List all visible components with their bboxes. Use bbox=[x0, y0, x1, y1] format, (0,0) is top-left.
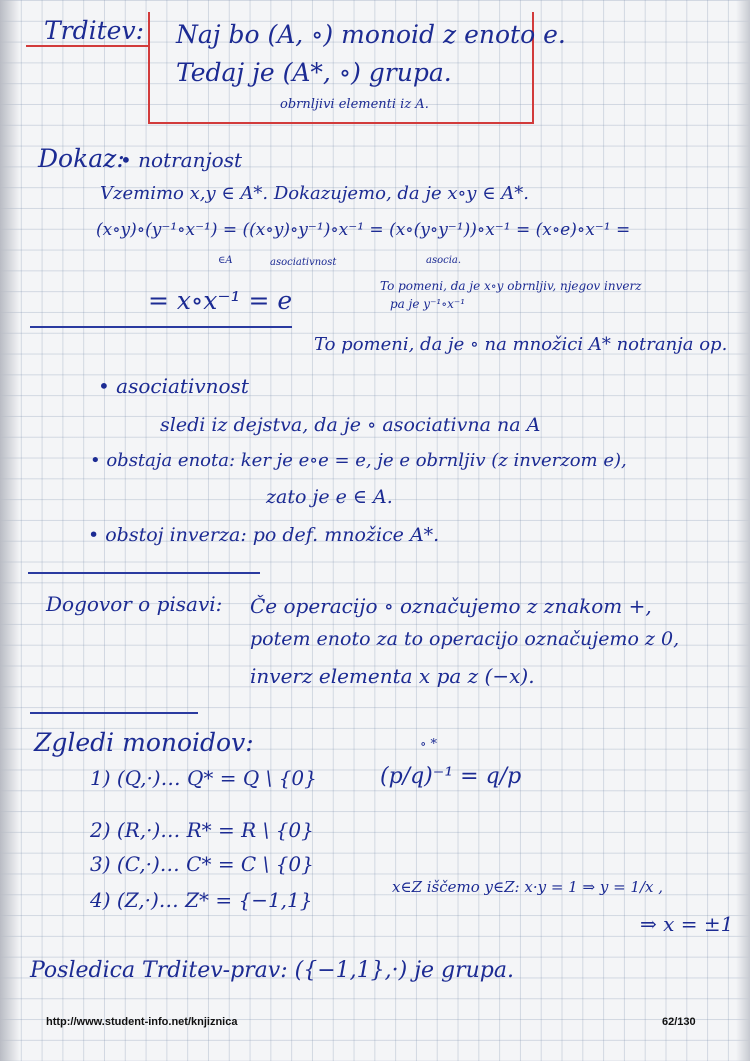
agreement-line-1: Če operacijo ∘ označujemo z znakom +, bbox=[250, 594, 652, 618]
consequence: Posledica Trditev-prav: ({−1,1},·) je grupa. bbox=[30, 958, 514, 983]
proof-equation: (x∘y)∘(y⁻¹∘x⁻¹) = ((x∘y)∘y⁻¹)∘x⁻¹ = (x∘(y∘y⁻¹))∘x⁻¹ = (x∘e)∘x⁻¹ = bbox=[96, 220, 631, 240]
bullet-interior: • notranjost bbox=[120, 148, 243, 172]
separator-2 bbox=[28, 572, 260, 574]
under-assoc-1: asociativnost bbox=[270, 257, 337, 268]
theorem-line-2: Tedaj je (A*, ∘) grupa. bbox=[176, 58, 452, 87]
examples-label: Zgledi monoidov: bbox=[34, 728, 254, 757]
proof-result: = x∘x⁻¹ = e bbox=[148, 286, 293, 315]
integers-note-1: x∈Z iščemo y∈Z: x·y = 1 ⇒ y = 1/x , bbox=[392, 878, 663, 896]
under-assoc-2: asocia. bbox=[426, 255, 462, 266]
proof-note-1: To pomeni, da je x∘y obrnljiv, njegov inverz bbox=[380, 279, 642, 293]
agreement-line-2: potem enoto za to operacijo označujemo z 0, bbox=[250, 628, 680, 650]
proof-label: Dokaz: bbox=[38, 144, 125, 173]
page-binding-shadow bbox=[0, 0, 20, 1061]
associativity-text: sledi iz dejstva, da je ∘ asociativna na A bbox=[160, 414, 541, 436]
bullet-inverse: • obstoj inverza: po def. množice A*. bbox=[88, 524, 440, 546]
example-2: 2) (R,·)… R* = R \ {0} bbox=[90, 818, 314, 842]
theorem-title: Trditev: bbox=[44, 16, 145, 45]
separator-1 bbox=[30, 326, 292, 328]
example-4: 4) (Z,·)… Z* = {−1,1} bbox=[90, 888, 313, 912]
bullet-identity: • obstaja enota: ker je e∘e = e, je e obrnljiv (z inverzom e), bbox=[90, 450, 627, 471]
fraction-note: ∘ * bbox=[420, 737, 438, 752]
page-number: 62/130 bbox=[662, 1016, 696, 1028]
proof-conclusion: To pomeni, da je ∘ na množici A* notranja op. bbox=[314, 334, 728, 355]
theorem-line-3: obrnljivi elementi iz A. bbox=[280, 97, 429, 112]
agreement-line-3: inverz elementa x pa z (−x). bbox=[250, 664, 535, 688]
separator-3 bbox=[30, 712, 198, 714]
agreement-label: Dogovor o pisavi: bbox=[46, 592, 223, 616]
bullet-associativity: • asociativnost bbox=[98, 374, 249, 398]
example-3: 3) (C,·)… C* = C \ {0} bbox=[90, 852, 314, 876]
fraction-inverse: (p/q)⁻¹ = q/p bbox=[380, 764, 522, 789]
footer-url[interactable]: http://www.student-info.net/knjiznica bbox=[46, 1016, 238, 1028]
under-ea: ∈A bbox=[218, 255, 233, 266]
integers-note-2: ⇒ x = ±1 bbox=[640, 912, 734, 936]
theorem-line-1: Naj bo (A, ∘) monoid z enoto e. bbox=[176, 20, 566, 49]
title-underline bbox=[26, 45, 150, 47]
proof-take: Vzemimo x,y ∈ A*. Dokazujemo, da je x∘y ∈ A*. bbox=[100, 183, 529, 204]
proof-note-2: pa je y⁻¹∘x⁻¹ bbox=[390, 297, 466, 311]
example-1: 1) (Q,·)… Q* = Q \ {0} bbox=[90, 766, 317, 790]
page-edge-shadow bbox=[736, 0, 750, 1061]
bullet-identity-cont: zato je e ∈ A. bbox=[266, 486, 393, 508]
